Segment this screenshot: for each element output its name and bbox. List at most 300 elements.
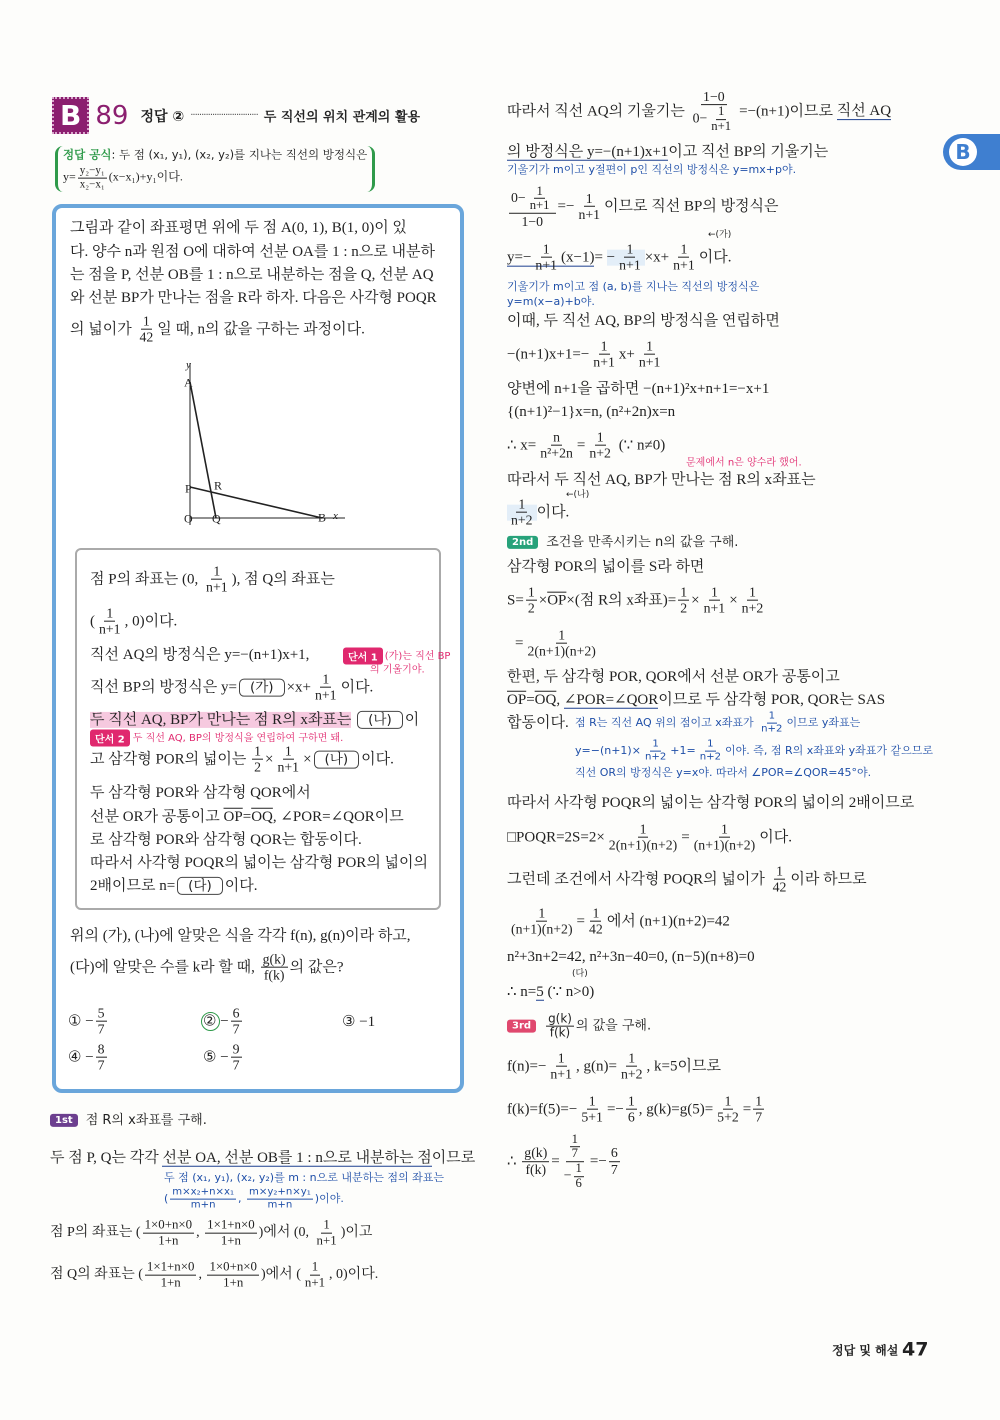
fraction	[759, 712, 784, 735]
solution-line: ∴ n=5 (∵ n>0)	[507, 983, 595, 1000]
denominator: n+2	[741, 601, 764, 617]
note: y=−(n+1)× $\frac{1}{n+2}$ +1= $\frac{1}{n+2}$ 이야. 즉, 점 R의 x좌표와 y좌표가 같으므로	[575, 738, 934, 763]
denominator: 2	[254, 760, 262, 776]
numerator: 1	[542, 241, 550, 257]
process-line: ( $\frac{1}{n+1}$ , 0)이다.	[90, 605, 178, 638]
fraction	[691, 90, 738, 134]
denominator: 1+n	[223, 1275, 244, 1290]
solution-line: 점 P의 좌표는 ( $\frac{1\times 0+n\times 0}{1+n}$ , $\frac{1\times 1+n\times 0}{1+n}$ )에서 (0, $\frac{1}{n+1}$ )이고	[50, 1217, 373, 1248]
process-line	[90, 711, 419, 729]
formula-label: 정답 공식	[63, 147, 112, 162]
problem-text: 다. 양수 n과 원점 O에 대하여 선분 OA를 1 : n으로 내분하	[70, 243, 435, 260]
numerator: g(k)	[524, 1145, 548, 1161]
numerator: 1	[557, 1050, 565, 1066]
fraction	[740, 586, 766, 617]
graph-label-x: x	[333, 509, 338, 522]
denominator: 2	[680, 601, 688, 617]
fraction	[526, 586, 537, 617]
fraction	[204, 565, 230, 596]
numerator: 1×0+n×0	[144, 1217, 193, 1232]
denominator: 5+2	[717, 1110, 739, 1126]
denominator: n+1	[619, 258, 641, 274]
denominator: 1+n	[160, 1275, 181, 1290]
numerator: 1	[588, 1093, 596, 1109]
step-3	[507, 1013, 651, 1040]
step-1-text: 점 R의 x좌표를 구해.	[85, 1112, 207, 1128]
solution-line: 두 점 P, Q는 각각 선분 OA, 선분 OB를 1 : n으로 내분하는 점이므로	[50, 1149, 476, 1166]
solution-line: $\frac{1}{(n+1)(n+2)}$ = $\frac{1}{42}$ 에서 (n+1)(n+2)=42	[511, 905, 730, 938]
fraction	[671, 243, 697, 274]
process-line: 직선 AQ의 방정식은 y=−(n+1)x+1,	[90, 646, 310, 663]
answer-blank: (나)	[314, 750, 360, 768]
graph-label-a: A	[184, 375, 193, 390]
question-line: (다)에 알맞은 수를 k라 할 때, $\frac{g(k)}{f(k)}$ 의 값은?	[70, 951, 344, 984]
fraction	[315, 1219, 339, 1248]
step-2-tag: 2nd	[507, 536, 538, 549]
solution-line: ∴ $\frac{g(k)}{f(k)}$ = $\frac{1}{7}$ − $\frac{1}{6}$ =− $\frac{6}{7}$	[507, 1132, 618, 1190]
answer-blank: (나)	[357, 711, 403, 729]
segment-overline: $\overline{OQ}$	[534, 691, 557, 708]
numerator: n	[553, 429, 561, 445]
numerator: 1	[322, 671, 330, 687]
answer-label: 정답 ②	[140, 108, 185, 125]
solution-line: −(n+1)x+1=− $\frac{1}{n+1}$ x+ $\frac{1}{n+1}$	[507, 338, 661, 371]
fraction	[771, 865, 789, 896]
hint-2-text: 두 직선 AQ, BP의 방정식을 연립하여 구하면 돼.	[132, 733, 344, 744]
choice-1[interactable]: ① − $\frac{5}{7}$	[68, 1005, 105, 1038]
numerator: 1	[575, 1161, 582, 1176]
numerator: 1	[627, 1093, 635, 1109]
step-2	[507, 536, 738, 550]
note: ( $\frac{\text{m×x₂+n×x₁}}{m+n}$ , $\frac{\text{m×y₂+n×y₁}}{m+n}$ )이야.	[164, 1186, 344, 1211]
footer-label: 정답 및 해설	[832, 1343, 899, 1358]
hint-2-tag: 단서 2	[90, 730, 130, 747]
numerator: 1	[592, 905, 600, 921]
fraction	[509, 185, 556, 229]
solution-line: = $\frac{1}{2(n+1)(n+2)}$	[515, 627, 596, 660]
fraction	[643, 740, 668, 763]
step-3-tag: 3rd	[507, 1020, 536, 1033]
denominator: f(k)	[263, 968, 285, 984]
process-line: 직선 BP의 방정식은 y= (가) ×x+ $\frac{1}{n+1}$ 이다.	[90, 671, 374, 704]
numerator: 1	[646, 338, 654, 354]
note: 기울기가 m이고 점 (a, b)를 지나는 직선의 방정식은	[507, 279, 760, 293]
numerator: 1	[776, 863, 783, 879]
fraction	[579, 1095, 605, 1126]
fraction	[145, 1261, 197, 1290]
denominator: n+2	[620, 1067, 643, 1083]
numerator: 1	[536, 183, 543, 198]
problem-text: 와 선분 BP가 만나는 점을 R라 하자. 다음은 사각형 POQR	[70, 289, 437, 306]
process-line: 로 삼각형 POR와 삼각형 QOR는 합동이다.	[90, 831, 362, 848]
solution-line: 따라서 두 직선 AQ, BP가 만나는 점 R의 x좌표는	[507, 471, 816, 488]
numerator: 1	[749, 584, 756, 600]
answer-ga-highlight: − $\frac{1}{n+1}$	[607, 249, 645, 265]
numerator: 1	[721, 821, 728, 837]
numerator: 1	[652, 738, 659, 750]
problem-text: 는 점을 P, 선분 OB를 1 : n으로 내분하는 점을 Q, 선분 AQ	[70, 266, 434, 283]
denominator: 42	[139, 330, 154, 346]
denominator: 7	[232, 1058, 240, 1074]
denominator: n+1	[316, 1233, 337, 1248]
solution-line: 삼각형 POR의 넓이를 S라 하면	[507, 558, 705, 575]
note: 점 R는 직선 AQ 위의 점이고 x좌표가 $\frac{1}{n+2}$ 이므로 y좌표는	[575, 710, 861, 735]
denominator: 2(n+1)(n+2)	[527, 644, 596, 660]
fraction	[78, 166, 107, 191]
solution-line: 한편, 두 삼각형 POR, QOR에서 선분 OR가 공통이고	[507, 668, 840, 685]
denominator: n+1	[711, 118, 732, 133]
step-2-text: 조건을 만족시키는 n의 값을 구해.	[546, 534, 739, 550]
numerator: 6	[232, 1005, 240, 1021]
graph-label-y: y	[186, 358, 191, 371]
numerator: 1	[213, 563, 221, 579]
underline: 의 방정식은 y=−(n+1)x+1	[507, 143, 669, 160]
denominator: n+1	[529, 198, 550, 213]
numerator: 1	[311, 1259, 319, 1274]
blank-na: (나) 이	[355, 712, 419, 728]
numerator: 1	[755, 1093, 763, 1109]
denominator: 7	[755, 1110, 763, 1126]
fraction	[231, 1043, 242, 1074]
denominator: 0− $\frac{1}{n+1}$	[692, 104, 732, 133]
line-aq	[190, 382, 216, 518]
numerator: 1	[718, 104, 725, 119]
numerator: 1	[106, 605, 114, 621]
denominator: n+1	[578, 207, 601, 223]
fraction	[522, 1147, 549, 1178]
denominator: n+1	[638, 355, 661, 371]
numerator: 1×1+n×0	[146, 1259, 195, 1274]
fraction	[207, 1261, 259, 1290]
fraction	[570, 1133, 580, 1161]
solution-line: 따라서 직선 AQ의 기울기는 1−0 0− $\frac{1}{n+1}$ =−(n+1)이므로 직선 AQ	[507, 89, 892, 133]
hint-1-tag: 단서 1	[343, 648, 383, 665]
formula-line-1	[63, 149, 367, 162]
numerator: 1	[724, 1093, 732, 1109]
segment-overline: $\overline{OP}$	[507, 691, 527, 708]
question-line: 위의 (가), (나)에 알맞은 식을 각각 f(n), g(n)이라 하고,	[70, 927, 411, 944]
numerator: 1	[142, 313, 150, 329]
fraction	[562, 1133, 588, 1191]
hint-1-text: (가)는 직선 BP	[384, 651, 451, 662]
process-line: 두 삼각형 POR와 삼각형 QOR에서	[90, 784, 311, 801]
denominator: x₂−x₁	[79, 178, 105, 191]
segment-overline: $\overline{OQ}$	[251, 808, 273, 825]
fraction	[607, 823, 679, 854]
fraction	[143, 1219, 195, 1248]
denominator: 1+n	[158, 1233, 179, 1248]
fraction	[96, 1007, 107, 1038]
numerator: 1	[710, 584, 718, 600]
hint-1	[343, 648, 450, 665]
coordinate-graph	[170, 355, 360, 530]
mark-ga: ←(가)	[708, 230, 732, 241]
problem-text: 의 넓이가 $\frac{1}{42}$ 일 때, n의 값을 구하는 과정이다.	[70, 313, 365, 346]
denominator: n+2	[589, 446, 611, 462]
denominator: 2	[527, 601, 535, 617]
fraction	[509, 498, 535, 529]
denominator: n+1	[593, 355, 615, 371]
numerator: 1	[626, 241, 634, 257]
solution-line: 점 Q의 좌표는 ( $\frac{1\times 1+n\times 0}{1+n}$ , $\frac{1\times 0+n\times 0}{1+n}$ )에서 ( $\frac{1}{n+1}$ , 0)이다.	[50, 1259, 379, 1290]
hint-1-cont: 의 기울기야.	[370, 664, 425, 676]
solution-line: n²+3n+2=42, n²+3n−40=0, (n−5)(n+8)=0	[507, 948, 755, 965]
denominator: 6	[575, 1175, 582, 1190]
denominator: 1+n	[220, 1233, 241, 1248]
denominator: f(k)	[549, 1025, 571, 1040]
denominator: n+1	[535, 258, 557, 274]
numerator: 9	[232, 1041, 240, 1057]
note-pink: 문제에서 n은 양수라 했어.	[686, 457, 802, 469]
fraction	[303, 1261, 327, 1290]
denominator: 2(n+1)(n+2)	[608, 838, 678, 854]
segment-overline: $\overline{OP}$	[547, 592, 567, 609]
graph-label-p: P	[185, 481, 192, 496]
fraction	[715, 1095, 741, 1126]
denominator: n+1	[673, 258, 695, 274]
denominator: 7	[610, 1162, 618, 1178]
choice-2[interactable]: ② − $\frac{6}{7}$	[203, 1005, 240, 1038]
process-line: 2배이므로 n= (다) 이다.	[90, 877, 258, 894]
denominator: n+2	[699, 751, 721, 763]
problem-number: 89	[95, 100, 129, 131]
numerator: 1	[707, 738, 714, 750]
fraction	[548, 1052, 574, 1083]
numerator: 1	[571, 1132, 578, 1147]
solution-line: $\overline{OP}=\overline{OQ}$, ∠POR=∠QOR이므로 두 삼각형 POR, QOR는 SAS	[507, 691, 886, 708]
numerator: g(k)	[548, 1011, 572, 1026]
answer-blank: (다)	[177, 877, 223, 895]
solution-line: 의 방정식은 y=−(n+1)x+1이고 직선 BP의 기울기는	[507, 143, 829, 160]
process-line: 고 삼각형 POR의 넓이는 $\frac{1}{2}$ × $\frac{1}{n+1}$ × (나) 이다.	[90, 743, 394, 776]
answer-blank: (가)	[239, 678, 285, 696]
graph-label-q: Q	[212, 511, 221, 526]
side-tab[interactable]	[943, 134, 1000, 170]
fraction	[619, 1052, 645, 1083]
numerator: 1×0+n×0	[209, 1259, 257, 1274]
step-3-text: $\frac{g(k)}{f(k)}$ 의 값을 구해.	[548, 1011, 652, 1040]
numerator: 1	[596, 429, 604, 445]
fraction	[538, 431, 575, 462]
mark-na: ←(나)	[566, 490, 590, 501]
process-line: 따라서 사각형 POQR의 넓이는 삼각형 POR의 넓이의	[90, 854, 429, 871]
step-1-tag: 1st	[50, 1114, 78, 1127]
numerator: 6	[610, 1145, 618, 1161]
denominator: 1−0	[521, 214, 544, 230]
denominator: 42	[772, 880, 787, 896]
process-line: 점 P의 좌표는 (0, $\frac{1}{n+1}$ ), 점 Q의 좌표는	[90, 563, 335, 596]
answer-na-highlight	[507, 496, 537, 529]
process-line: 선분 OR가 공통이고 $\overline{OP}=\overline{OQ}$, ∠POR=∠QOR이므	[90, 808, 404, 825]
solution-line: 양변에 n+1을 곱하면 −(n+1)²x+n+1=−x+1	[507, 380, 770, 397]
fraction	[97, 607, 123, 638]
formula-line-2: y= $\frac{\text{y₂−y₁}}{\text{x₂−x₁}}$ (x−x₁)+y₁이다.	[63, 164, 183, 191]
fraction	[170, 1188, 236, 1211]
numerator: 1−0	[703, 89, 725, 105]
denominator: n+1	[315, 688, 337, 704]
fraction	[753, 1095, 764, 1126]
segment-overline: $\overline{OP}$	[223, 808, 243, 825]
numerator: y₂−y₁	[79, 164, 105, 177]
highlight-text: 두 직선 AQ, BP가 만나는 점 R의 x좌표는	[90, 711, 352, 728]
fraction	[609, 1147, 620, 1178]
mark-da: (다)	[572, 969, 588, 980]
fraction	[698, 740, 723, 763]
numerator: 0− $\frac{1}{n+1}$	[509, 185, 556, 214]
formula-text: : 두 점 (x₁, y₁), (x₂, y₂)를 지나는 직선의 방정식은	[111, 147, 368, 162]
solution-line: 그런데 조건에서 사각형 POQR의 넓이가 $\frac{1}{42}$ 이라 하므로	[507, 863, 867, 896]
graph-label-o: O	[184, 511, 193, 526]
numerator: 1	[680, 241, 688, 257]
numerator: 1	[628, 1050, 636, 1066]
numerator: 1	[558, 627, 566, 643]
numerator: m×y₂+n×y₁	[249, 1186, 311, 1198]
topic: 두 직선의 위치 관계의 활용	[263, 110, 421, 125]
fraction	[261, 953, 288, 984]
underline: 선분 OA, 선분 OB를 1 : n으로 내분하는 점	[162, 1149, 432, 1166]
note: 두 점 (x₁, y₁), (x₂, y₂)를 m : n으로 내분하는 점의 좌표는	[164, 1170, 444, 1184]
numerator: 1	[680, 584, 688, 600]
fraction	[587, 907, 605, 938]
numerator: 1	[538, 905, 546, 921]
fraction	[678, 586, 689, 617]
choice-4[interactable]: ④ − $\frac{8}{7}$	[68, 1041, 105, 1074]
solution-line: f(k)=f(5)=− $\frac{1}{5+1}$ =− $\frac{1}{6}$ , g(k)=g(5)= $\frac{1}{5+2}$ = $\frac{1}{7}$	[507, 1093, 763, 1126]
note: 직선 OR의 방정식은 y=x야. 따라서 ∠POR=∠QOR=45°야.	[575, 765, 872, 779]
fraction	[252, 745, 263, 776]
denominator: n+1	[703, 601, 726, 617]
underline: 직선 AQ	[836, 103, 892, 120]
numerator: 1	[284, 743, 292, 759]
denominator: 6	[627, 1110, 635, 1126]
denominator: n²+2n	[540, 446, 573, 462]
denominator: (n+1)(n+2)	[511, 922, 573, 938]
page-number: 47	[902, 1338, 929, 1361]
denominator: n+2	[511, 513, 533, 529]
denominator: n+1	[206, 580, 228, 596]
numerator: 1	[768, 710, 776, 722]
fraction	[546, 1013, 574, 1040]
denominator: n+2	[644, 751, 667, 763]
choice-3[interactable]: ③ −1	[342, 1013, 376, 1030]
problem-header	[52, 97, 420, 134]
fraction	[591, 340, 617, 371]
eq-part: y=− $\frac{1}{n+1}$ (x−1)=	[507, 241, 603, 274]
underline: ∠POR=∠QOR	[563, 691, 659, 708]
solution-line: 이때, 두 직선 AQ, BP의 방정식을 연립하면	[507, 312, 780, 329]
solution-line: {(n+1)²−1}x=n, (n²+2n)x=n	[507, 403, 676, 420]
numerator	[566, 1133, 584, 1162]
fraction	[525, 629, 597, 660]
dots: ·······························	[190, 110, 258, 121]
fraction	[692, 823, 758, 854]
denominator: (n+1)(n+2)	[693, 838, 756, 854]
solution-line: f(n)=− $\frac{1}{n+1}$ , g(n)= $\frac{1}{n+2}$ , k=5이므로	[507, 1050, 721, 1083]
denominator: n+1	[550, 1067, 572, 1083]
section-badge: B	[52, 97, 89, 134]
eq-part: ×x+ $\frac{1}{n+1}$ 이다.	[644, 241, 732, 274]
numerator: 1	[639, 821, 647, 837]
fraction	[137, 315, 155, 346]
fraction	[313, 673, 339, 704]
underline: 5	[536, 983, 544, 1000]
fraction	[574, 1163, 584, 1191]
solution-line: 0− $\frac{1}{n+1}$ 1−0 =− $\frac{1}{n+1}$ 이므로 직선 BP의 방정식은	[511, 183, 779, 230]
solution-line: ∴ x= $\frac{n}{\text{n²+2n}}$ = $\frac{1}{n+2}$ (∵ n≠0)	[507, 429, 666, 462]
note: 기울기가 m이고 y절편이 p인 직선의 방정식은 y=mx+p야.	[507, 162, 797, 176]
numerator: 1	[254, 743, 262, 759]
solution-line	[507, 498, 569, 529]
numerator: 1×1+n×0	[207, 1217, 255, 1232]
denominator: n+2	[761, 723, 783, 735]
problem-text: 그림과 같이 좌표평면 위에 두 점 A(0, 1), B(1, 0)이 있	[70, 219, 407, 236]
denominator: n+1	[99, 622, 121, 638]
solution-line: 따라서 사각형 POQR의 넓이는 삼각형 POR의 넓이의 2배이므로	[507, 794, 915, 811]
numerator: 5	[97, 1005, 105, 1021]
denominator: 7	[232, 1022, 240, 1038]
numerator: 1	[323, 1217, 330, 1232]
denominator: 7	[97, 1022, 105, 1038]
graph-label-r: R	[214, 478, 223, 493]
step-1	[50, 1114, 207, 1128]
numerator: 1	[518, 496, 526, 512]
fraction	[587, 431, 613, 462]
note: y=m(x−a)+b야.	[507, 294, 595, 308]
fraction	[626, 1095, 637, 1126]
denominator: m+n	[190, 1199, 216, 1211]
solution-line	[507, 243, 731, 274]
denominator: 7	[97, 1058, 105, 1074]
line-bp	[190, 487, 322, 518]
fraction	[275, 745, 301, 776]
denominator: 5+1	[581, 1110, 603, 1126]
fraction	[709, 106, 733, 134]
denominator: n+1	[277, 760, 300, 776]
solution-line: S= $\frac{1}{2}$ $\times\overline{OP}\times$(점 R의 x좌표)= $\frac{1}{2}$ × $\frac{1}{n+1}$ × $\frac{1}{n+2}$	[507, 584, 764, 617]
fraction	[205, 1219, 257, 1248]
numerator: 1	[600, 338, 608, 354]
solution-line: 합동이다.	[507, 714, 569, 731]
denominator: − $\frac{1}{6}$	[563, 1161, 582, 1190]
underline: y=− $\frac{1}{n+1}$ (x−1)	[507, 241, 595, 274]
denominator: f(k)	[525, 1162, 547, 1178]
numerator: 1	[585, 190, 593, 206]
numerator: g(k)	[262, 951, 286, 967]
eq-part: 이다.	[536, 504, 570, 521]
numerator: 8	[97, 1041, 105, 1057]
denominator: 42	[589, 922, 603, 938]
graph-label-b: B	[318, 510, 327, 525]
fraction	[576, 192, 602, 223]
denominator: 7	[571, 1146, 578, 1161]
fraction	[509, 907, 575, 938]
denominator: n+1	[304, 1275, 326, 1290]
side-tab-letter: B	[949, 138, 977, 166]
fraction	[528, 185, 552, 213]
answer-circle	[201, 1012, 220, 1031]
fraction	[96, 1043, 107, 1074]
solution-line: □POQR=2S=2× $\frac{1}{2(n+1)(n+2)}$ = $\frac{1}{(n+1)(n+2)}$ 이다.	[507, 821, 792, 854]
fraction	[231, 1007, 242, 1038]
fraction	[637, 340, 663, 371]
fraction	[247, 1188, 313, 1211]
numerator: 1	[527, 584, 535, 600]
denominator: m+n	[267, 1199, 293, 1211]
choice-5[interactable]: ⑤ − $\frac{9}{7}$	[203, 1041, 240, 1074]
numerator: m×x₂+n×x₁	[172, 1186, 235, 1198]
fraction	[617, 243, 643, 274]
fraction	[533, 243, 559, 274]
